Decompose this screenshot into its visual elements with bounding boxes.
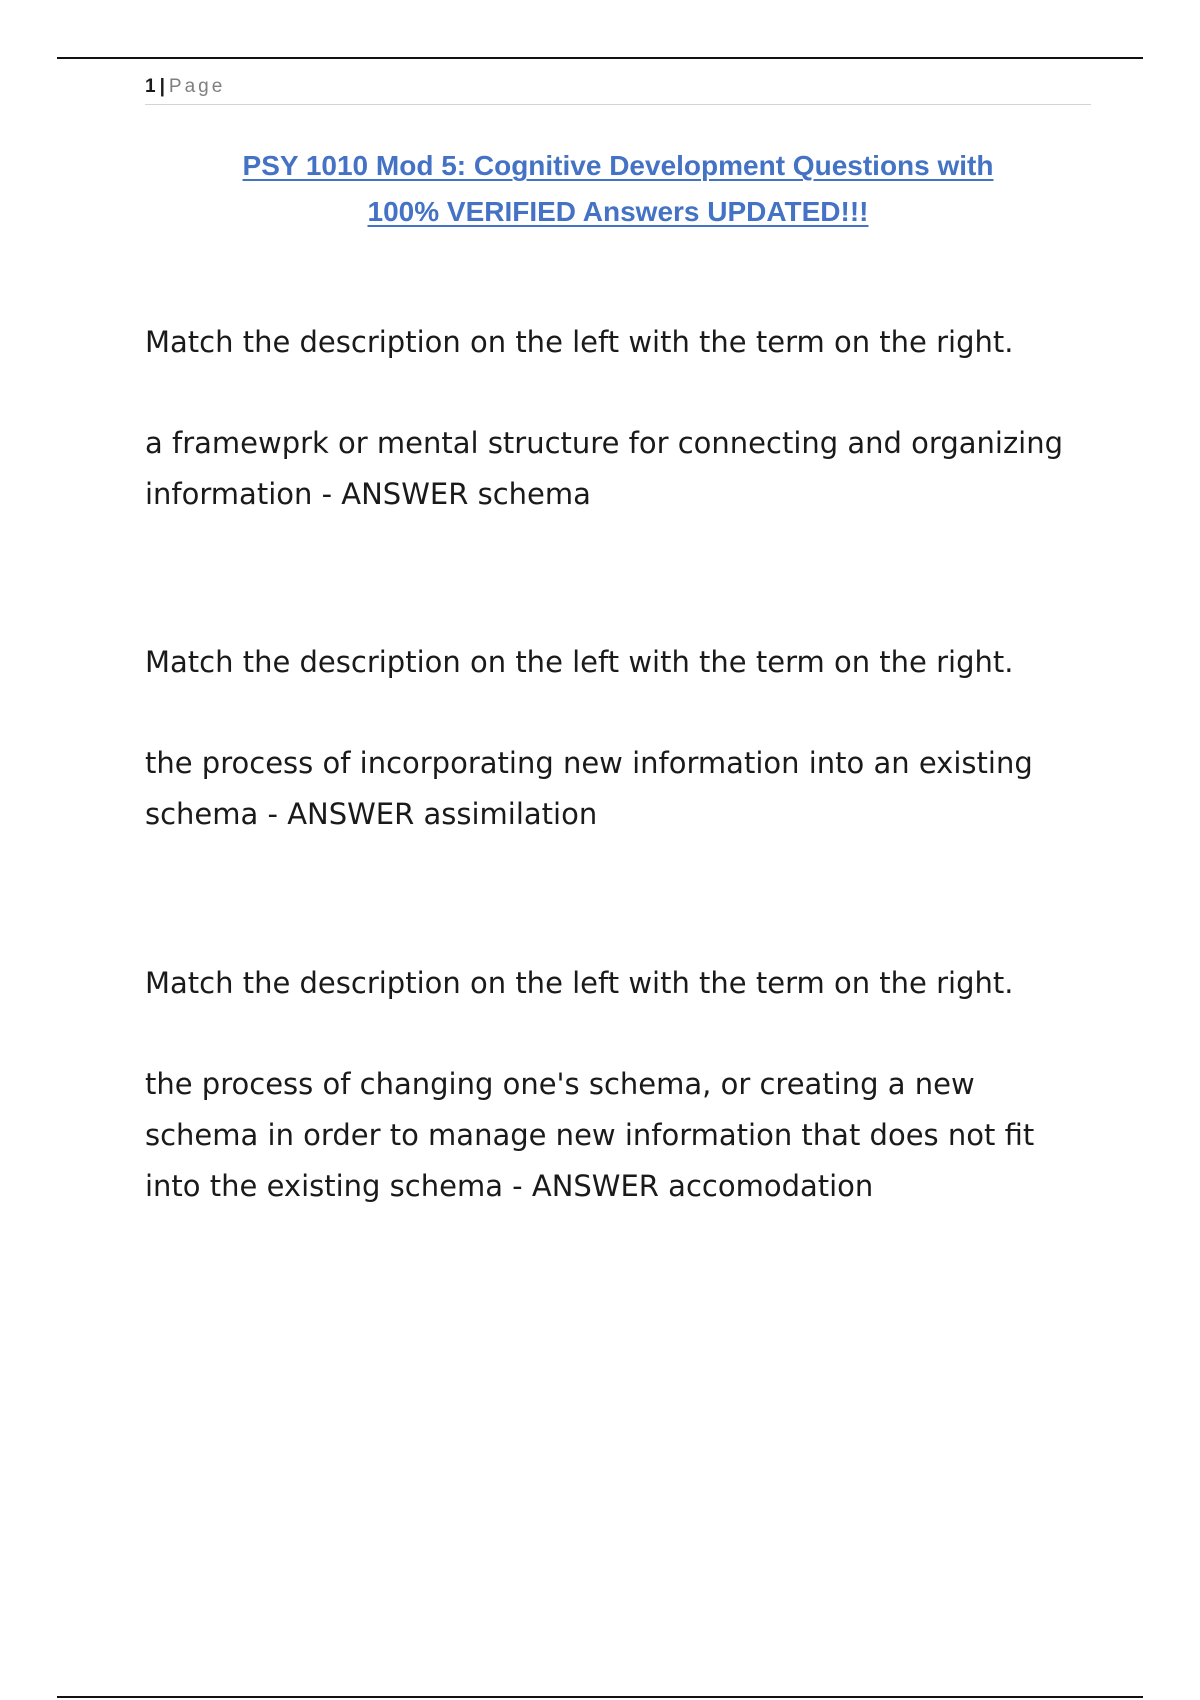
page-header	[145, 74, 1091, 105]
page-number: 1	[145, 76, 156, 97]
bottom-border-line	[57, 1696, 1143, 1698]
page-label: Page	[168, 76, 226, 97]
title-line-2[interactable]: 100% VERIFIED Answers UPDATED!!!	[367, 196, 869, 227]
question-answer: the process of changing one's schema, or creating a new schema in order to manage new information that does not fit into the existing schema - ANSWER accomodation	[145, 1067, 1035, 1203]
question-answer: a framewprk or mental structure for connecting and organizing information - ANSWER schema	[145, 426, 1064, 511]
document-title	[145, 143, 1091, 235]
question-answer: the process of incorporating new information into an existing schema - ANSWER assimilation	[145, 746, 1033, 831]
question-prompt: Match the description on the left with the term on the right.	[145, 325, 1014, 359]
question-prompt: Match the description on the left with the term on the right.	[145, 966, 1014, 1000]
title-line-1[interactable]: PSY 1010 Mod 5: Cognitive Development Questions with	[242, 150, 994, 181]
question-prompt: Match the description on the left with the term on the right.	[145, 645, 1014, 679]
top-border-line	[57, 57, 1143, 59]
page-separator: |	[159, 76, 165, 97]
